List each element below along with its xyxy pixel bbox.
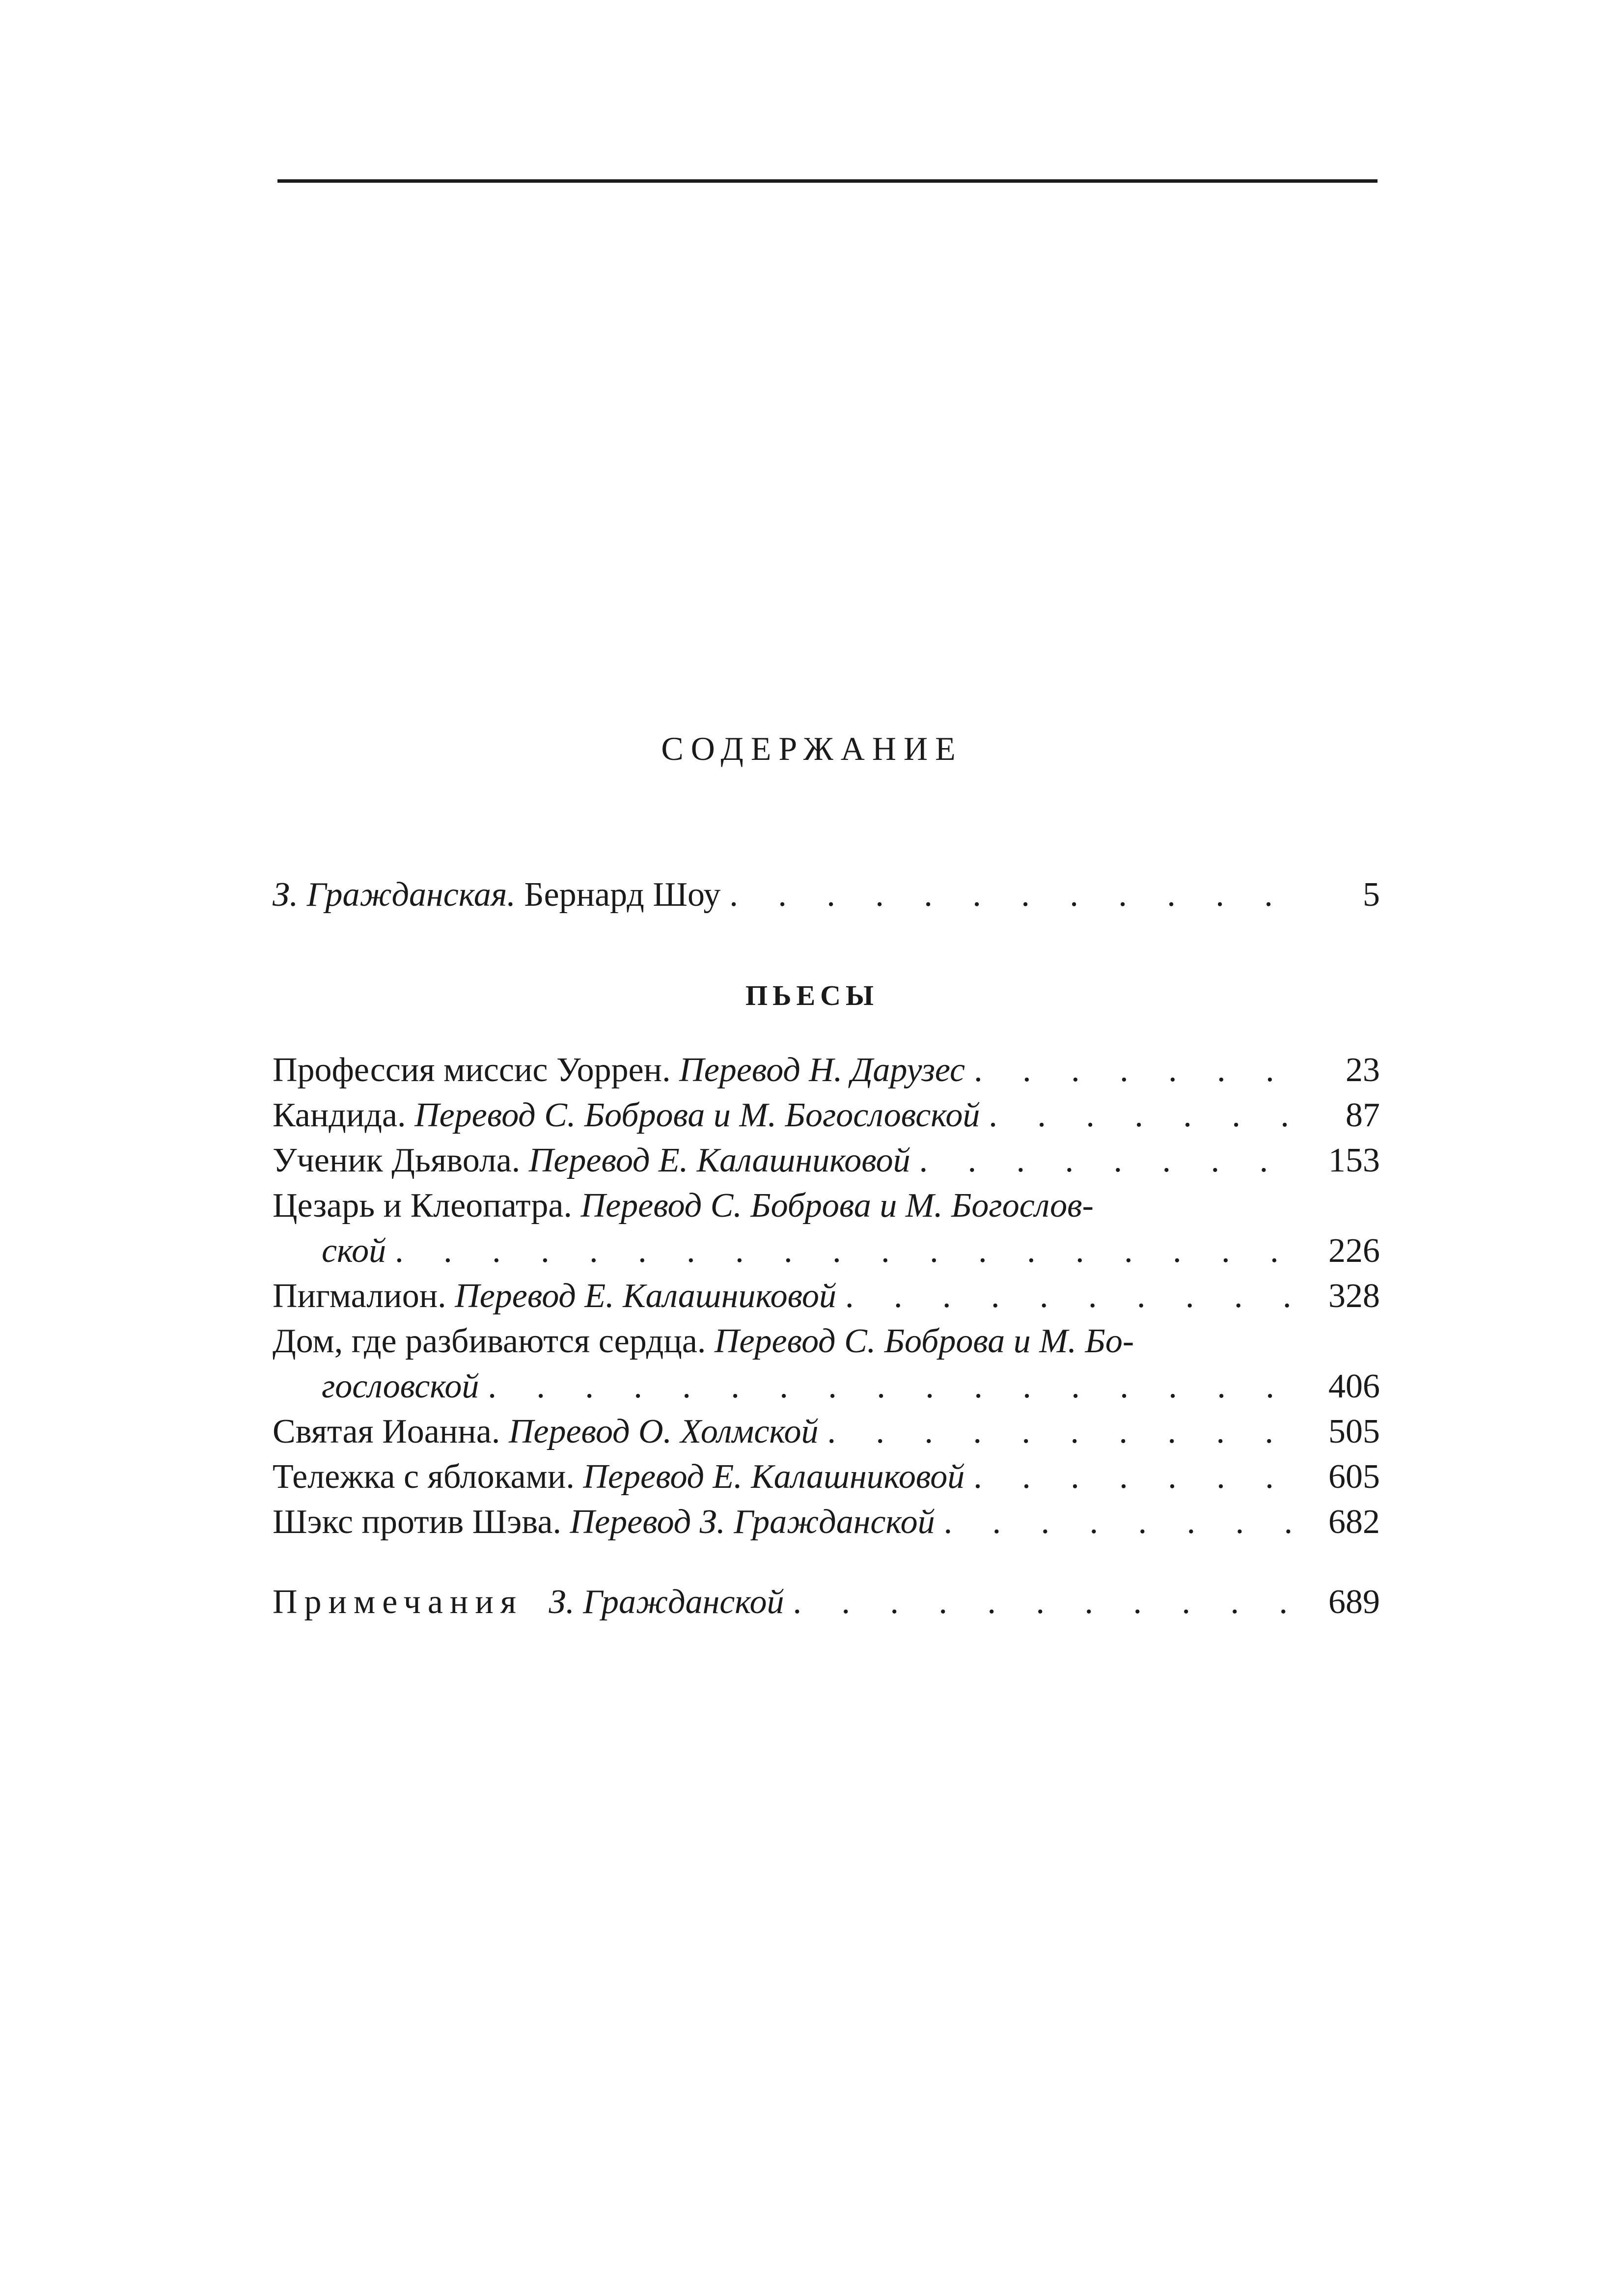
- page-number: 406: [1328, 1367, 1380, 1405]
- toc-entry-play[interactable]: [273, 1093, 1380, 1138]
- toc-entry-continuation[interactable]: [273, 1364, 1380, 1409]
- entry-title: Профессия миссис Уоррен.: [273, 1051, 671, 1089]
- entry-translation: Перевод Е. Калашниковой: [528, 1142, 910, 1179]
- toc-entry-play[interactable]: [273, 1500, 1380, 1545]
- top-rule: [277, 179, 1377, 183]
- leader-dots: [488, 1364, 1306, 1409]
- entry-title: Кандида.: [273, 1096, 406, 1134]
- page-number: 87: [1346, 1096, 1380, 1134]
- toc-entry-play[interactable]: [273, 1409, 1380, 1454]
- page-number: 153: [1328, 1142, 1380, 1179]
- entry-title: Шэкс против Шэва.: [273, 1503, 561, 1541]
- entry-title: Тележка с яблоками.: [273, 1458, 575, 1496]
- toc-entry-play[interactable]: [273, 1183, 1380, 1228]
- entry-title: Ученик Дьявола.: [273, 1142, 521, 1179]
- page-number: 5: [1363, 876, 1380, 914]
- leader-dots: [944, 1500, 1306, 1545]
- entry-title: Цезарь и Клеопатра.: [273, 1187, 573, 1225]
- leader-dots: [845, 1274, 1306, 1319]
- entry-translation: Перевод З. Гражданской: [570, 1503, 935, 1541]
- toc-entry-continuation[interactable]: [273, 1228, 1380, 1274]
- toc-entry-play[interactable]: [273, 1048, 1380, 1093]
- leader-dots: [974, 1048, 1306, 1093]
- page-number: 682: [1328, 1503, 1380, 1541]
- entry-author: З. Гражданской: [549, 1583, 784, 1621]
- entry-translation: Перевод С. Боброва и М. Богословской: [414, 1096, 980, 1134]
- leader-dots: [973, 1454, 1306, 1500]
- page-title: СОДЕРЖАНИЕ: [661, 730, 963, 767]
- entry-translation: Перевод С. Боброва и М. Богослов-: [580, 1187, 1094, 1225]
- leader-dots: [395, 1228, 1306, 1274]
- toc-entry-notes[interactable]: [273, 1580, 1380, 1625]
- entry-translation: Перевод С. Боброва и М. Бо-: [714, 1322, 1134, 1360]
- entry-title: Дом, где разбиваются сердца.: [273, 1322, 706, 1360]
- entry-translation: Перевод Н. Дарузес: [679, 1051, 965, 1089]
- entry-translation: Перевод Е. Калашниковой: [455, 1277, 837, 1315]
- toc-entry-play[interactable]: [273, 1454, 1380, 1500]
- toc-entry-play[interactable]: [273, 1274, 1380, 1319]
- entry-author: З. Гражданская.: [273, 876, 516, 914]
- section-heading-plays: ПЬЕСЫ: [745, 979, 879, 1011]
- leader-dots: [919, 1138, 1306, 1183]
- leader-dots: [989, 1093, 1306, 1138]
- entry-title: Бернард Шоу: [524, 876, 721, 914]
- leader-dots: [793, 1580, 1306, 1625]
- toc-entry-intro[interactable]: [273, 872, 1380, 918]
- leader-dots: [827, 1409, 1307, 1454]
- page-number: 689: [1328, 1583, 1380, 1621]
- entry-translation-cont: ской: [322, 1232, 386, 1270]
- page-number: 605: [1328, 1458, 1380, 1496]
- leader-dots: [729, 872, 1306, 918]
- entry-translation: Перевод Е. Калашниковой: [583, 1458, 965, 1496]
- page-number: 23: [1346, 1051, 1380, 1089]
- entry-translation: Перевод О. Холмской: [508, 1413, 819, 1450]
- entry-title: Примечания: [273, 1583, 523, 1621]
- entry-title: Пигмалион.: [273, 1277, 446, 1315]
- page-number: 226: [1328, 1232, 1380, 1270]
- entry-title: Святая Иоанна.: [273, 1413, 500, 1450]
- page-number: 328: [1328, 1277, 1380, 1315]
- page-number: 505: [1328, 1413, 1380, 1450]
- toc-entry-play[interactable]: [273, 1319, 1380, 1364]
- entry-translation-cont: гословской: [322, 1367, 479, 1405]
- toc-entry-play[interactable]: [273, 1138, 1380, 1183]
